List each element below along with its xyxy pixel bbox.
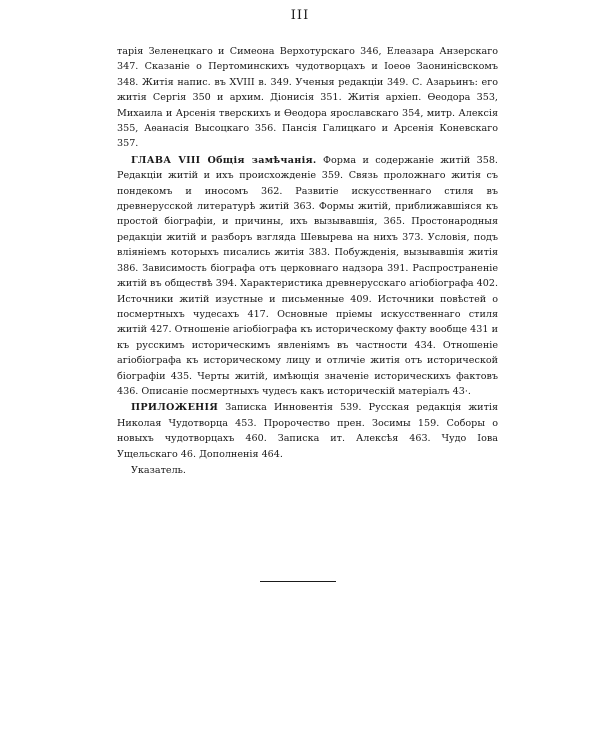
chapter-heading: ГЛАВА VIII Общія замѣчанія.: [131, 154, 317, 166]
toc-appendix: [117, 400, 498, 462]
toc-index: Указатель.: [131, 464, 186, 476]
table-of-contents: [117, 44, 498, 479]
closing-rule: [260, 581, 336, 582]
page-number: III: [290, 8, 310, 23]
appendix-heading: ПРИЛОЖЕНІЯ: [131, 402, 219, 414]
appendix-contents: Записка Инновентія 539. Русская редакція житія Николая Чудотворца 453. Пророчество прен. Зосимы 159. Соборы о новыхъ чудотворцахъ 460. Записка ит. Алексѣя 463. Чудо Іова Ущельскаго 46. Дополненія 464.: [117, 402, 498, 460]
chapter-contents: Форма и содержаніе житій 358. Редакціи житій и ихъ происхожденіе 359. Связь проложнаго житія съ пондекомъ и иносомъ 362. Развитіе искусственнаго стиля въ древнерусской литературѣ житій 363. Формы житій, приближавшіяся къ простой біографіи, и причины, ихъ вызывавшія, 365. Простонародныя редакціи житій и разборъ взгляда Шевырева на нихъ 373. Условія, подъ вліяніемъ которыхъ писались житія 383. Побужденія, вызывавшія житія 386. Зависимость біографа отъ церковнаго надзора 391. Распространеніе житій въ обществѣ 394. Характеристика древнерусскаго агіобіографа 402. Источники житій изустные и письменные 409. Источники повѣстей о посмертныхъ чудесахъ 417. Основные пріемы искусственнаго стиля житій 427. Отношеніе агіобіографа къ историческому факту вообще 431 и къ русскимъ историческимъ явленіямъ въ частности 434. Отношеніе агіобіографа къ историческому лицу и отличіе житія отъ исторической біографіи 435. Черты житій, имѣющія значеніе историческихъ фактовъ 436. Описаніе посмертныхъ чудесъ какъ историческій матеріалъ 43·.: [117, 154, 498, 397]
toc-paragraph-continuation: тарія Зеленецкаго и Симеона Верхотурскаго 346, Елеазара Анзерскаго 347. Сказаніе о Пертоминскихъ чудотворцахъ и Іоеоѳ Заонинісвскомъ 348. Житія напис. въ XVIII в. 349. Ученыя редакціи 349. С. Азарьинъ: его житія Сергія 350 и архим. Діонисія 351. Житія архіеп. Ѳеодора 353, Михаила и Арсенія тверскихъ и Ѳеодора ярославскаго 354, митр. Алексія 355, Аѳанасія Высоцкаго 356. Пансія Галицкаго и Арсенія Коневскаго 357.: [117, 46, 498, 150]
toc-chapter-viii: [117, 153, 498, 400]
